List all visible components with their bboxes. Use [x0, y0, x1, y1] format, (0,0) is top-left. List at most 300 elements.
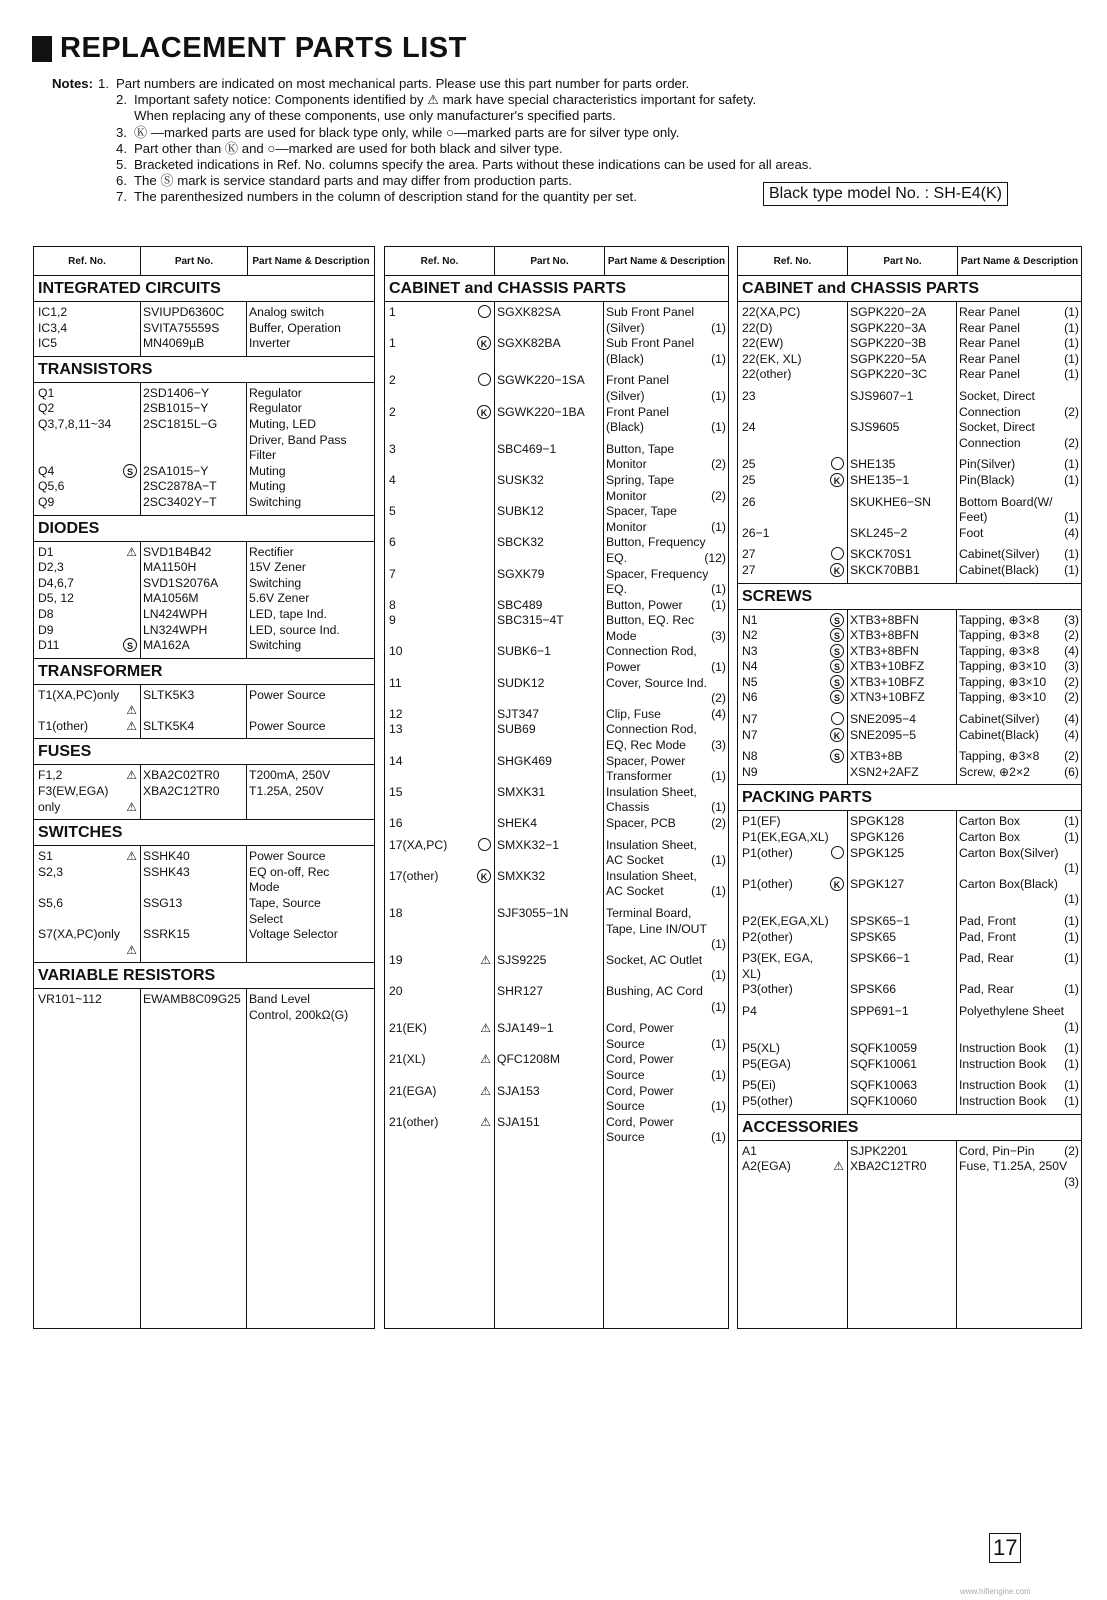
description-text: Button, Frequency	[606, 535, 706, 550]
header-ref: Ref. No.	[34, 247, 141, 275]
description-cell	[246, 1008, 374, 1024]
table-row	[738, 967, 1081, 983]
ref-cell	[385, 305, 494, 321]
table-row	[738, 659, 1081, 675]
ref-cell	[385, 785, 494, 801]
ref-cell	[738, 1041, 847, 1057]
quantity: (2)	[1064, 1143, 1079, 1158]
column-divider	[140, 765, 141, 819]
description-cell	[956, 690, 1081, 706]
ref-cell	[385, 800, 494, 816]
description-cell	[956, 846, 1081, 862]
description-text: Tapping, ⊕3×8	[959, 612, 1040, 627]
silver-mark-icon	[478, 838, 491, 851]
ref-cell	[385, 884, 494, 900]
ref-cell	[738, 914, 847, 930]
quantity: (1)	[1064, 951, 1079, 966]
quantity: (1)	[711, 853, 726, 868]
ref-cell	[385, 707, 494, 723]
part-number-cell: SPGK126	[850, 830, 905, 845]
table-row	[738, 914, 1081, 930]
quantity: (1)	[711, 968, 726, 983]
description-cell	[603, 707, 728, 723]
ref-text: 7	[389, 566, 396, 581]
table-row	[34, 448, 374, 464]
description-cell	[246, 719, 374, 735]
description-text: Feet)	[959, 510, 988, 525]
description-text: Band Level	[249, 992, 310, 1007]
table-row	[385, 738, 728, 754]
ref-cell	[385, 582, 494, 598]
table-row	[385, 1099, 728, 1115]
table-row	[34, 896, 374, 912]
note-row	[52, 157, 1052, 173]
ref-cell	[385, 738, 494, 754]
section-title: VARIABLE RESISTORS	[34, 962, 374, 989]
section-rows	[34, 765, 374, 819]
safety-warning-icon: ⚠	[833, 1159, 844, 1174]
table-header	[738, 247, 1081, 276]
description-cell	[246, 448, 374, 464]
description-cell	[246, 768, 374, 784]
part-number-cell: SMXK32−1	[497, 837, 559, 852]
part-number-cell: SJF3055−1N	[497, 905, 569, 920]
description-text: 15V Zener	[249, 560, 306, 575]
black-type-mark-icon: K	[477, 405, 491, 419]
part-number-cell	[847, 861, 956, 877]
part-number-cell: SJPK2201	[850, 1143, 908, 1158]
ref-text: 20	[389, 983, 403, 998]
ref-text: 22(XA,PC)	[742, 305, 801, 319]
note-number	[116, 108, 134, 124]
table-row	[738, 877, 1081, 893]
table-row	[385, 305, 728, 321]
part-number-cell	[494, 1099, 603, 1115]
table-row	[385, 520, 728, 536]
part-number-cell: SPSK66−1	[850, 951, 910, 966]
ref-cell	[738, 457, 847, 473]
description-cell	[603, 816, 728, 832]
ref-cell	[34, 992, 140, 1008]
description-text: Pin(Black)	[959, 472, 1015, 487]
description-text: Button, Power	[606, 597, 683, 612]
description-cell	[246, 576, 374, 592]
ref-cell	[34, 305, 140, 321]
ref-text: 2	[389, 404, 396, 419]
table-row	[385, 1130, 728, 1146]
ref-text: N6	[742, 690, 758, 705]
ref-cell	[738, 675, 847, 691]
column-divider	[956, 811, 957, 1113]
part-number-cell: XTB3+8BFN	[850, 628, 919, 643]
description-cell	[956, 982, 1081, 998]
ref-text: Q3,7,8,11~34	[38, 416, 112, 431]
description-text: Regulator	[249, 401, 302, 416]
table-row	[738, 1094, 1081, 1110]
parts-table-right	[737, 246, 1082, 1329]
part-number-cell: XTN3+10BFZ	[850, 690, 925, 705]
description-cell	[956, 1020, 1081, 1036]
quantity: (1)	[1064, 351, 1079, 366]
ref-cell	[385, 473, 494, 489]
section-title: SCREWS	[738, 583, 1081, 610]
column-divider	[603, 1150, 604, 1328]
ref-cell	[385, 457, 494, 473]
black-type-mark-icon: K	[830, 563, 844, 577]
table-row	[738, 728, 1081, 744]
ref-text: P1(other)	[742, 876, 793, 891]
ref-cell	[738, 846, 847, 862]
table-row	[34, 607, 374, 623]
description-text: Select	[249, 911, 283, 926]
description-cell	[603, 691, 728, 707]
ref-cell	[385, 660, 494, 676]
part-number-cell: XTB3+8BFN	[850, 643, 919, 658]
column-divider	[956, 610, 957, 785]
source-credit: www.hifiengine.com	[960, 1587, 1031, 1596]
description-text: Button, EQ. Rec	[606, 613, 695, 628]
description-cell	[956, 547, 1081, 563]
part-number-cell: SPSK65−1	[850, 914, 910, 928]
description-text: Rear Panel	[959, 305, 1020, 319]
description-text: Source	[606, 1067, 645, 1082]
ref-cell	[738, 336, 847, 352]
description-cell	[246, 607, 374, 623]
quantity: (1)	[1064, 1056, 1079, 1071]
part-number-cell: SQFK10060	[850, 1093, 918, 1108]
ref-text: D4,6,7	[38, 575, 74, 590]
description-cell	[603, 1000, 728, 1016]
description-text: Analog switch	[249, 305, 325, 319]
part-number-cell	[140, 800, 246, 816]
table-row	[34, 703, 374, 719]
ref-cell	[385, 1084, 494, 1100]
column-divider	[847, 811, 848, 1113]
table-row	[34, 417, 374, 433]
table-row	[385, 1068, 728, 1084]
note-row	[52, 141, 1052, 157]
description-text: Foot	[959, 525, 984, 540]
quantity: (1)	[1064, 914, 1079, 928]
ref-cell	[738, 1144, 847, 1160]
section-rows	[738, 1141, 1081, 1195]
description-cell	[603, 769, 728, 785]
description-text: Filter	[249, 448, 277, 463]
ref-text: 19	[389, 952, 403, 967]
part-number-cell: SJS9607−1	[850, 388, 914, 403]
ref-text: P1(other)	[742, 845, 793, 860]
ref-text: 26−1	[742, 525, 770, 540]
part-number-cell: 2SC2878A−T	[143, 479, 217, 494]
description-cell	[603, 457, 728, 473]
description-cell	[603, 1021, 728, 1037]
part-number-cell: SPSK65	[850, 929, 897, 944]
table-row	[34, 768, 374, 784]
table-row	[34, 545, 374, 561]
part-number-cell: SQFK10063	[850, 1078, 918, 1093]
description-text: Insulation Sheet,	[606, 837, 697, 852]
service-standard-mark-icon: S	[830, 628, 844, 642]
ref-text: Q1	[38, 385, 55, 400]
description-text: Spring, Tape	[606, 472, 675, 487]
table-row	[385, 629, 728, 645]
part-number-cell	[847, 892, 956, 908]
description-cell	[956, 1144, 1081, 1160]
section-rows	[738, 610, 1081, 785]
ref-cell	[738, 305, 847, 321]
ref-text: A2(EGA)	[742, 1159, 791, 1174]
table-row	[385, 644, 728, 660]
description-cell	[956, 1041, 1081, 1057]
ref-text: D11	[38, 638, 60, 653]
ref-cell	[385, 535, 494, 551]
part-number-cell: MA162A	[143, 638, 190, 653]
ref-text: 9	[389, 613, 396, 628]
description-text: Source	[606, 1036, 645, 1051]
table-row	[385, 906, 728, 922]
service-standard-mark-icon: S	[830, 675, 844, 689]
description-cell	[246, 623, 374, 639]
description-cell	[246, 880, 374, 896]
description-cell	[603, 1084, 728, 1100]
ref-cell	[385, 504, 494, 520]
quantity: (1)	[711, 420, 726, 435]
part-number-cell	[494, 551, 603, 567]
part-number-cell: SLTK5K3	[143, 687, 195, 702]
section-rows	[34, 383, 374, 515]
table-row	[738, 495, 1081, 511]
quantity: (1)	[1064, 1093, 1079, 1108]
part-number-cell	[494, 1000, 603, 1016]
description-text: Connection	[959, 404, 1021, 419]
ref-text: N8	[742, 749, 758, 764]
part-number-cell	[494, 769, 603, 785]
section-title: TRANSFORMER	[34, 658, 374, 685]
ref-text: 8	[389, 597, 396, 612]
description-cell	[603, 968, 728, 984]
table-row	[34, 849, 374, 865]
section-rows	[738, 811, 1081, 1113]
ref-cell	[738, 1159, 847, 1175]
part-number-cell	[494, 738, 603, 754]
description-cell	[956, 967, 1081, 983]
part-number-cell: XBA2C02TR0	[143, 768, 220, 783]
description-cell	[246, 464, 374, 480]
part-number-cell	[494, 520, 603, 536]
description-cell	[603, 953, 728, 969]
ref-text: 22(EK, XL)	[742, 351, 802, 366]
description-cell	[603, 582, 728, 598]
table-row	[385, 457, 728, 473]
ref-cell	[34, 849, 140, 865]
ref-cell	[34, 865, 140, 881]
note-number: 1.	[98, 76, 109, 91]
part-number-cell: SSG13	[143, 896, 183, 911]
ref-text: 11	[389, 675, 402, 690]
note-text: The Ⓢ mark is service standard parts and may differ from production parts.	[134, 173, 573, 189]
ref-text: 23	[742, 388, 756, 403]
table-row	[34, 943, 374, 959]
table-row	[738, 1078, 1081, 1094]
ref-text: N7	[742, 727, 758, 742]
description-text: Connection Rod,	[606, 644, 697, 659]
description-cell	[603, 660, 728, 676]
description-cell	[956, 510, 1081, 526]
part-number-cell	[847, 436, 956, 452]
column-divider	[246, 765, 247, 819]
quantity: (2)	[1064, 690, 1079, 705]
quantity: (1)	[711, 660, 726, 675]
ref-cell	[385, 953, 494, 969]
table-header	[385, 247, 728, 276]
part-number-cell: SJS9225	[497, 952, 547, 967]
ref-cell	[34, 623, 140, 639]
table-row	[738, 613, 1081, 629]
ref-text: 6	[389, 535, 396, 550]
ref-cell	[34, 719, 140, 735]
ref-text: 22(other)	[742, 367, 792, 382]
ref-text: Q2	[38, 401, 55, 416]
table-row	[738, 510, 1081, 526]
quantity: (4)	[1064, 525, 1079, 540]
ref-cell	[385, 352, 494, 368]
description-text: Pad, Rear	[959, 982, 1014, 997]
table-row	[34, 464, 374, 480]
column-divider	[847, 302, 848, 583]
header-desc: Part Name & Description	[252, 255, 370, 267]
header-part: Part No.	[141, 247, 248, 275]
part-number-cell	[494, 1130, 603, 1146]
quantity: (4)	[1064, 712, 1079, 727]
description-text: Mode	[249, 880, 280, 895]
ref-cell	[738, 367, 847, 383]
description-text: T200mA, 250V	[249, 768, 331, 783]
table-row	[738, 305, 1081, 321]
ref-text: 25	[742, 457, 756, 472]
part-number-cell: SNE2095−5	[850, 727, 917, 742]
description-text: Muting	[249, 463, 286, 478]
safety-warning-icon: ⚠	[480, 1114, 491, 1129]
section-title: CABINET and CHASSIS PARTS	[738, 276, 1081, 302]
description-text: Insulation Sheet,	[606, 784, 697, 799]
part-number-cell	[140, 448, 246, 464]
section-rows	[385, 302, 728, 1150]
part-number-cell: LN324WPH	[143, 622, 208, 637]
part-number-cell: SPGK128	[850, 814, 905, 829]
description-text: Power Source	[249, 718, 326, 733]
table-row	[385, 352, 728, 368]
description-text: Instruction Book	[959, 1078, 1047, 1093]
description-cell	[956, 675, 1081, 691]
ref-cell	[385, 906, 494, 922]
section-title: FUSES	[34, 738, 374, 765]
column-divider	[140, 685, 141, 739]
part-number-cell	[847, 510, 956, 526]
ref-text: Q4	[38, 463, 55, 478]
description-cell	[603, 676, 728, 692]
part-number-cell	[494, 420, 603, 436]
column-divider	[494, 1150, 495, 1328]
quantity: (1)	[711, 597, 726, 612]
note-number: 6.	[116, 173, 127, 189]
ref-text: T1(XA,PC)only	[38, 687, 120, 702]
description-cell	[603, 884, 728, 900]
description-cell	[603, 504, 728, 520]
ref-cell	[34, 336, 140, 352]
description-cell	[246, 865, 374, 881]
quantity: (1)	[711, 769, 726, 784]
table-row	[385, 535, 728, 551]
column-divider	[140, 383, 141, 515]
ref-cell	[738, 951, 847, 967]
ref-cell	[738, 830, 847, 846]
description-cell	[603, 352, 728, 368]
table-row	[738, 1159, 1081, 1175]
quantity: (1)	[1064, 510, 1079, 525]
page-number: 17	[989, 1533, 1021, 1563]
description-cell	[956, 930, 1081, 946]
table-row	[34, 719, 374, 735]
description-text: Carton Box(Silver)	[959, 845, 1059, 860]
description-text: Tapping, ⊕3×8	[959, 628, 1040, 643]
ref-cell	[385, 922, 494, 938]
table-row	[738, 563, 1081, 579]
ref-cell	[385, 629, 494, 645]
part-number-cell	[494, 937, 603, 953]
header-desc: Part Name & Description	[960, 255, 1079, 267]
table-row	[738, 473, 1081, 489]
part-number-cell: SJA153	[497, 1083, 540, 1098]
ref-text: 18	[389, 905, 403, 920]
silver-mark-icon	[831, 846, 844, 859]
quantity: (3)	[1064, 659, 1079, 674]
column-divider	[140, 846, 141, 962]
part-number-cell: 2SB1015−Y	[143, 401, 209, 416]
ref-text: 1	[389, 305, 396, 319]
ref-cell	[385, 373, 494, 389]
part-number-cell: 2SD1406−Y	[143, 385, 210, 400]
column-divider	[140, 302, 141, 356]
ref-text: D8	[38, 606, 54, 621]
quantity: (4)	[1064, 727, 1079, 742]
table-row	[738, 644, 1081, 660]
safety-warning-icon: ⚠	[126, 703, 137, 718]
ref-cell	[385, 676, 494, 692]
quantity: (1)	[711, 1036, 726, 1051]
ref-text: N1	[742, 612, 758, 627]
section-rows	[34, 542, 374, 658]
ref-text: Q9	[38, 494, 55, 509]
table-row	[738, 1041, 1081, 1057]
description-cell	[603, 922, 728, 938]
ref-cell	[385, 389, 494, 405]
table-row	[34, 865, 374, 881]
description-cell	[246, 305, 374, 321]
table-row	[738, 1057, 1081, 1073]
quantity: (2)	[711, 816, 726, 830]
table-row	[738, 712, 1081, 728]
note-text: Important safety notice: Components identified by ⚠ mark have special characteristics important for safety.	[134, 92, 757, 108]
quantity: (2)	[711, 488, 726, 503]
column-divider	[494, 302, 495, 1150]
quantity: (4)	[1064, 643, 1079, 658]
notes-label: Notes:	[52, 76, 94, 91]
table-header	[34, 247, 374, 276]
ref-text: 5	[389, 504, 396, 519]
quantity: (1)	[1064, 367, 1079, 382]
table-row	[34, 386, 374, 402]
part-number-cell: SSHK40	[143, 849, 190, 864]
